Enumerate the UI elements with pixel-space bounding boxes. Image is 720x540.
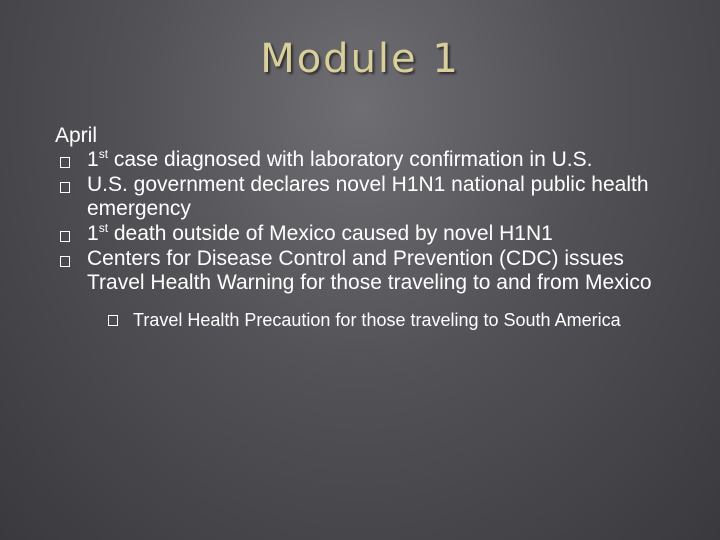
checkbox-square-icon <box>60 231 70 242</box>
list-item <box>55 148 685 172</box>
checkbox-square-icon <box>60 182 70 193</box>
list-item <box>55 222 685 246</box>
bullet-text-prefix: 1 <box>87 222 99 245</box>
bullet-ordinal-suffix: st <box>98 221 109 235</box>
checkbox-square-icon <box>60 256 70 267</box>
bullet-text: Centers for Disease Control and Prevention (CDC) issues Travel Health Warning for those traveling to and from Mexico <box>87 247 652 294</box>
list-item <box>107 309 685 332</box>
sub-bullet-list <box>107 309 685 332</box>
sub-bullet-text: Travel Health Precaution for those traveling to South America <box>133 310 621 330</box>
slide-body <box>55 124 685 332</box>
bullet-text: U.S. government declares novel H1N1 national public health emergency <box>87 173 649 220</box>
bullet-list <box>55 148 685 295</box>
bullet-text: case diagnosed with laboratory confirmation in U.S. <box>108 148 593 171</box>
checkbox-square-icon <box>108 315 118 326</box>
bullet-text: death outside of Mexico caused by novel H1N1 <box>108 222 553 245</box>
section-heading: April <box>55 124 98 147</box>
list-item <box>55 173 685 221</box>
bullet-ordinal-suffix: st <box>98 147 109 161</box>
bullet-text-prefix: 1 <box>87 148 99 171</box>
slide-title: Module 1 <box>260 36 460 82</box>
list-item <box>55 247 685 295</box>
checkbox-square-icon <box>60 157 70 168</box>
